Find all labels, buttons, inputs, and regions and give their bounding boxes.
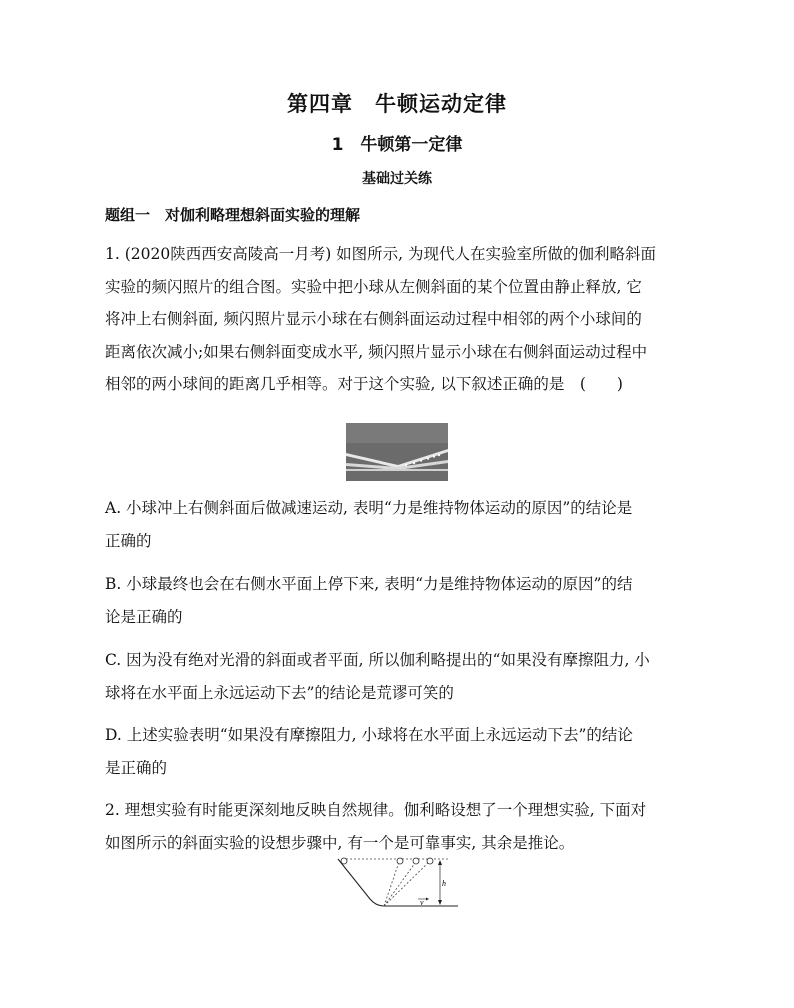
question-2-stem <box>105 794 695 859</box>
option-c-line: 球将在水平面上永远运动下去”的结论是荒谬可笑的 <box>105 683 454 702</box>
question-2-line: 如图所示的斜面实验的设想步骤中, 有一个是可靠事实, 其余是推论。 <box>105 833 575 852</box>
practice-title: 基础过关练 <box>362 171 432 187</box>
question-1-stem <box>105 238 695 401</box>
option-c <box>105 644 695 709</box>
option-d-line: 是正确的 <box>105 758 168 777</box>
height-label: h <box>442 879 446 888</box>
section-title: 1 牛顿第一定律 <box>331 135 463 155</box>
incline-strobe-photo <box>346 423 448 481</box>
question-2-line: 2. 理想实验有时能更深刻地反映自然规律。伽利略设想了一个理想实验, 下面对 <box>105 801 647 819</box>
option-d <box>105 719 695 784</box>
question-1-line: 1. (2020陕西西安高陵高一月考) 如图所示, 为现代人在实验室所做的伽利略斜面 <box>105 245 657 263</box>
option-c-line: C. 因为没有绝对光滑的斜面或者平面, 所以伽利略提出的“如果没有摩擦阻力, 小 <box>105 651 650 669</box>
option-d-line: D. 上述实验表明“如果没有摩擦阻力, 小球将在水平面上永远运动下去”的结论 <box>105 726 633 744</box>
question-1-line: 相邻的两小球间的距离几乎相等。对于这个实验, 以下叙述正确的是 ( ) <box>105 375 623 393</box>
option-a-line: 正确的 <box>105 531 152 550</box>
question-1-line: 距离依次减小;如果右侧斜面变成水平, 频闪照片显示小球在右侧斜面运动过程中 <box>105 342 648 361</box>
option-a-line: A. 小球冲上右侧斜面后做减速运动, 表明“力是维持物体运动的原因”的结论是 <box>105 499 633 517</box>
ideal-incline-diagram <box>332 855 460 911</box>
option-b <box>105 568 695 633</box>
option-b-line: B. 小球最终也会在右侧水平面上停下来, 表明“力是维持物体运动的原因”的结 <box>105 575 633 593</box>
question-1-line: 将冲上右侧斜面, 频闪照片显示小球在右侧斜面运动过程中相邻的两个小球间的 <box>105 310 642 328</box>
option-a <box>105 492 695 557</box>
chapter-title: 第四章 牛顿运动定律 <box>287 92 507 116</box>
velocity-label: v <box>420 898 424 907</box>
option-b-line: 论是正确的 <box>105 607 183 626</box>
question-group-title: 题组一 对伽利略理想斜面实验的理解 <box>105 206 361 224</box>
question-1-line: 实验的频闪照片的组合图。实验中把小球从左侧斜面的某个位置由静止释放, 它 <box>105 277 642 296</box>
